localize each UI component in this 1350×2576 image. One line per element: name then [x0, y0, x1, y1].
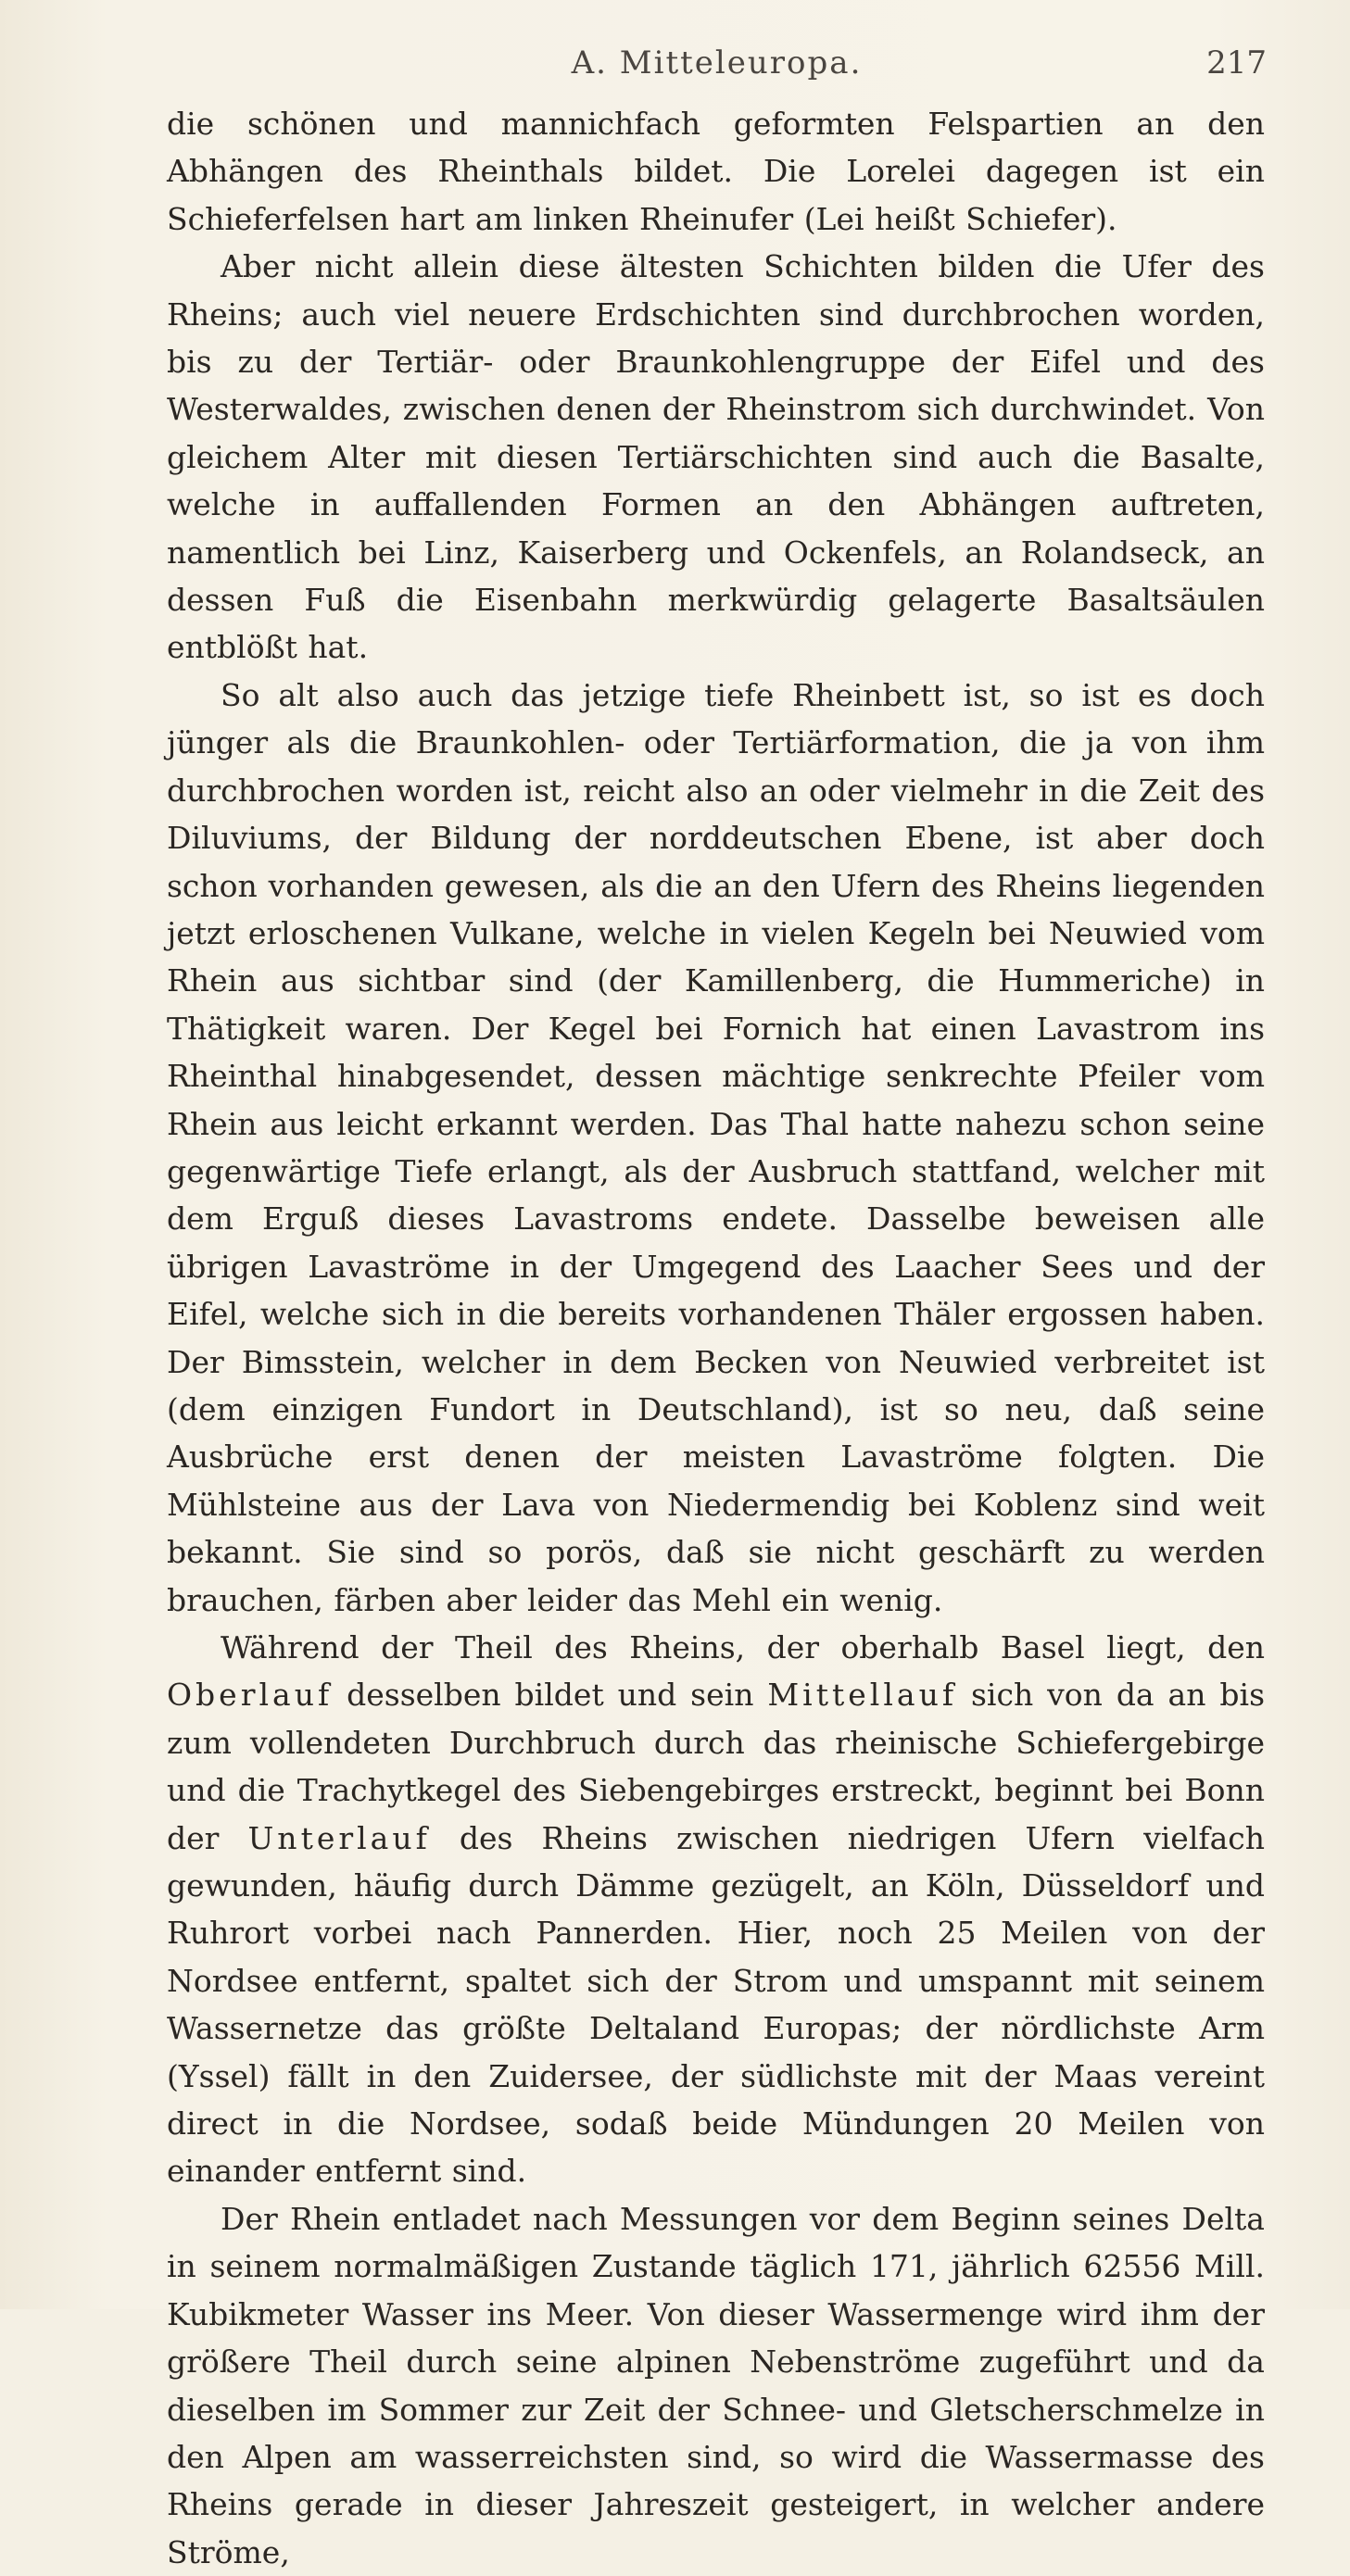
term-mittellauf: Mittellauf	[767, 1677, 958, 1714]
text-segment: des Rheins zwischen niedrigen Ufern vielfach gewunden, häufig durch Dämme gezügelt, an Köln, Düsseldorf und Ruhrort vorbei nach Pannerden. Hier, noch 25 Meilen von der Nordsee entfernt, spaltet sich der Strom und umspannt mit seinem Wassernetze das größte Deltaland Europas; der nördlichste Arm (Yssel) fällt in den Zuidersee, der südlichste mit der Maas vereint direct in die Nordsee, sodaß beide Mündungen 20 Meilen von einander entfernt sind.	[167, 1819, 1265, 2190]
paragraph-discharge: Der Rhein entladet nach Messungen vor dem Beginn seines Delta in seinem normalmäßigen Zustande täglich 171, jährlich 62556 Mill. Kubikmeter Wasser ins Meer. Von dieser Wassermenge wird ihm der größere Theil durch seine alpinen Nebenströme zugeführt und da dieselben im Sommer zur Zeit der Schnee- und Gletscherschmelze in den Alpen am wasserreichsten sind, so wird die Wassermasse des Rheins gerade in dieser Jahreszeit gesteigert, in welcher andere Ströme,	[167, 2200, 1265, 2570]
paragraph-volcanoes: So alt also auch das jetzige tiefe Rheinbett ist, so ist es doch jünger als die Braunkohlen- oder Tertiärformation, die ja von ihm durchbrochen worden ist, reicht also an oder vielmehr in die Zeit des Diluviums, der Bildung der norddeutschen Ebene, ist aber doch schon vorhanden gewesen, als die an den Ufern des Rheins liegenden jetzt erloschenen Vulkane, welche in vielen Kegeln bei Neuwied vom Rhein aus sichtbar sind (der Kamillenberg, die Hummeriche) in Thätigkeit waren. Der Kegel bei Fornich hat einen Lavastrom ins Rheinthal hinabgesendet, dessen mächtige senkrechte Pfeiler vom Rhein aus leicht erkannt werden. Das Thal hatte nahezu schon seine gegenwärtige Tiefe erlangt, als der Ausbruch stattfand, welcher mit dem Erguß dieses Lavastroms endete. Dasselbe beweisen alle übrigen Lavaströme in der Umgegend des Laacher Sees und der Eifel, welche sich in die bereits vorhandenen Thäler ergossen haben. Der Bimsstein, welcher in dem Becken von Neuwied verbreitet ist (dem einzigen Fundort in Deutschland), ist so neu, daß seine Ausbrüche erst denen der meisten Lavaströme folgten. Die Mühlsteine aus der Lava von Niedermendig bei Koblenz sind weit bekannt. Sie sind so porös, daß sie nicht geschärft zu werden brauchen, färben aber leider das Mehl ein wenig.	[167, 676, 1265, 1618]
text-segment: Während der Theil des Rheins, der oberhalb Basel liegt, den	[221, 1629, 1265, 1665]
paragraph-continuation: die schönen und mannichfach geformten Felspartien an den Abhängen des Rheinthals bildet. Die Lorelei dagegen ist ein Schieferfelsen hart am linken Rheinufer (Lei heißt Schiefer).	[167, 106, 1265, 237]
paragraph-tertiary-layers: Aber nicht allein diese ältesten Schichten bilden die Ufer des Rheins; auch viel neuere Erdschichten sind durchbrochen worden, bis zu der Tertiär- oder Braunkohlengruppe der Eifel und des Westerwaldes, zwischen denen der Rheinstrom sich durchwindet. Von gleichem Alter mit diesen Tertiärschichten sind auch die Basalte, welche in auffallenden Formen an den Abhängen auftreten, namentlich bei Linz, Kaiserberg und Ockenfels, an Rolandseck, an dessen Fuß die Eisenbahn merkwürdig gelagerte Basaltsäulen entblößt hat.	[167, 248, 1265, 666]
body-text	[167, 100, 1265, 2576]
text-segment: desselben bildet und sein	[333, 1677, 768, 1714]
paragraph-rhine-course	[167, 1624, 1265, 2195]
running-title: A. Mitteleuropa.	[571, 44, 863, 82]
page-number: 217	[1206, 44, 1267, 82]
running-head	[167, 44, 1267, 91]
term-unterlauf: Unterlauf	[247, 1819, 431, 1856]
text-segment: sich von da an bis zum vollendeten Durchbruch durch das rheinische Schiefergebirge und die Trachytkegel des Siebengebirges erstreckt, beginnt bei Bonn der	[167, 1677, 1266, 1856]
term-oberlauf: Oberlauf	[167, 1677, 334, 1714]
